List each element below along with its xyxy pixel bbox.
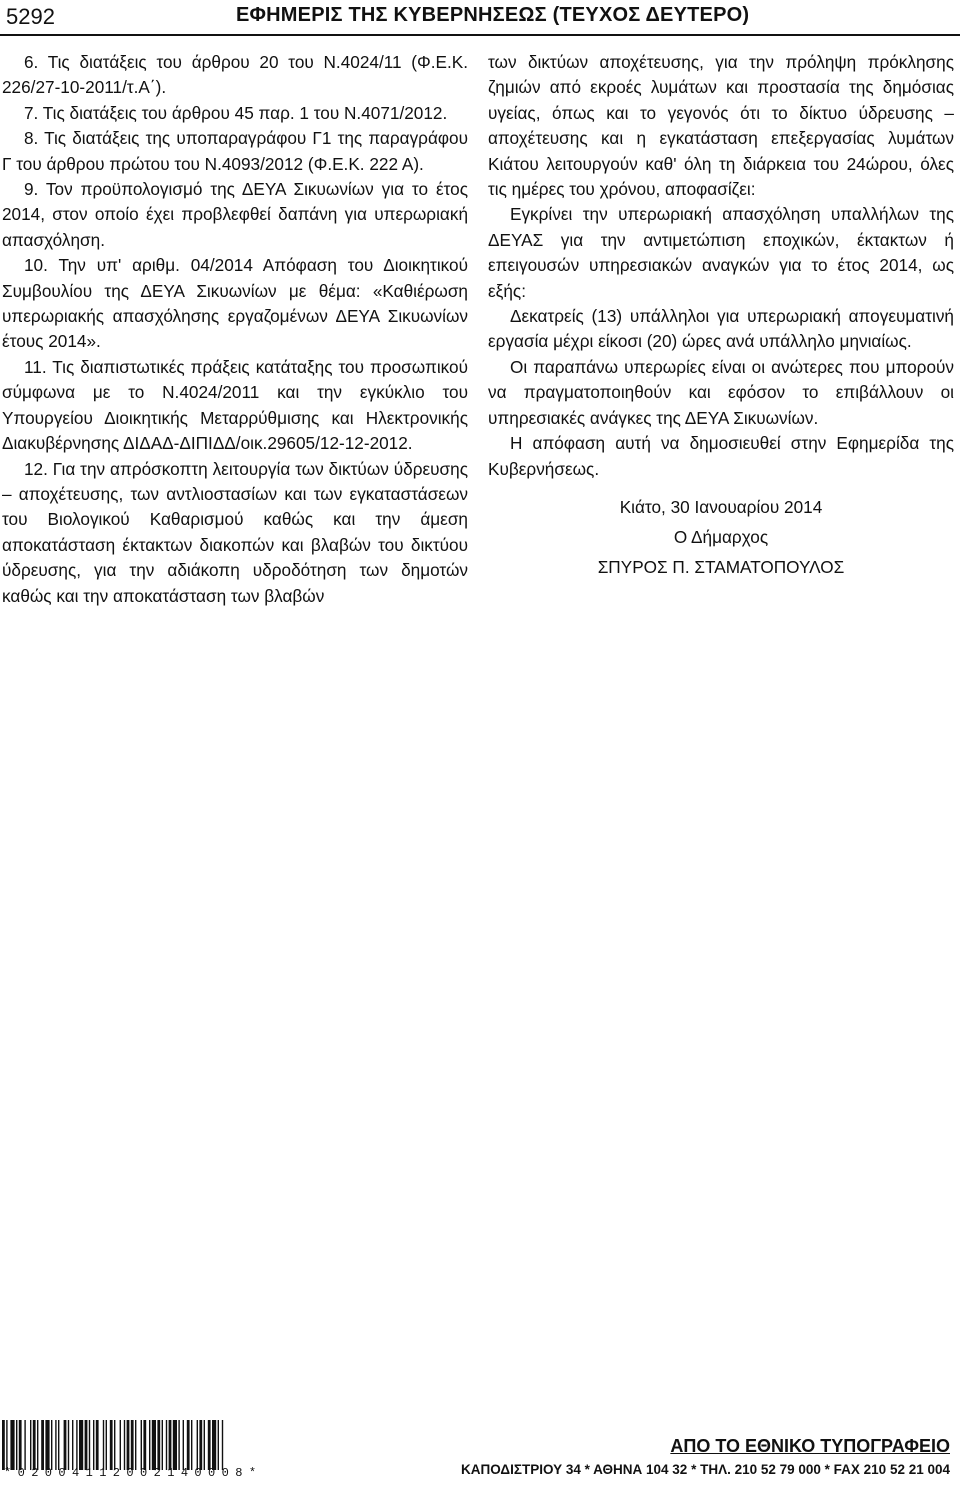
barcode-bar xyxy=(76,1420,77,1470)
barcode-bar xyxy=(204,1420,205,1470)
signatory-name: ΣΠΥΡΟΣ Π. ΣΤΑΜΑΤΟΠΟΥΛΟΣ xyxy=(597,556,845,577)
barcode-bar xyxy=(208,1420,211,1470)
barcode-bar xyxy=(106,1420,107,1470)
place-date: Κιάτο, 30 Ιανουαρίου 2014 xyxy=(619,496,823,517)
barcode-bar xyxy=(37,1420,38,1470)
barcode-bar xyxy=(149,1420,150,1470)
barcode-bar xyxy=(141,1420,142,1470)
barcode-bar xyxy=(131,1420,134,1470)
barcode-bar xyxy=(197,1420,198,1470)
barcode-bar xyxy=(218,1420,219,1470)
barcode-bar xyxy=(33,1420,36,1470)
signature-block xyxy=(488,492,954,582)
overtime-paragraph: Οι παραπάνω υπερωρίες είναι οι ανώτερες που μπορούν να πραγματοποιηθούν και εφόσον το επιβάλλουν οι υπηρεσιακές ανάγκες της ΔΕΥΑ Σικυωνίων. xyxy=(488,356,954,428)
barcode-bar xyxy=(157,1420,160,1470)
barcode-bar xyxy=(24,1420,25,1470)
clause-6: 6. Τις διατάξεις του άρθρου 20 του Ν.4024/11 (Φ.Ε.Κ. 226/27-10-2011/τ.Α΄). xyxy=(2,52,468,98)
barcode-bar xyxy=(96,1420,99,1470)
continuation-text: των δικτύων αποχέτευσης, για την πρόληψη πρόκλησης ζημιών από εκροές λυμάτων και προστασία της δημόσιας υγείας, όπως και το γεγονός ότι το δίκτυο ύδρευσης – αποχέτευσης και η εγκατάσταση επεξεργασίας λυμάτων Κιάτου λειτουργούν καθ' όλη τη διάρκεια του 24ώρου, όλες τις ημέρες του χρόνου, αποφασίζει: xyxy=(488,52,954,200)
barcode-bar xyxy=(222,1420,223,1470)
barcode-bar xyxy=(183,1420,184,1470)
signatory-role: Ο Δήμαρχος xyxy=(673,526,769,547)
barcode-bar xyxy=(30,1420,31,1470)
barcode-bar xyxy=(64,1420,67,1470)
barcode-bar xyxy=(178,1420,179,1470)
barcode-bar xyxy=(166,1420,167,1470)
printer-name: ΑΠΟ ΤΟ ΕΘΝΙΚΟ ΤΥΠΟΓΡΑΦΕΙΟ xyxy=(670,1436,950,1456)
barcode-bar xyxy=(89,1420,90,1470)
barcode-bar xyxy=(110,1420,113,1470)
barcode-bar xyxy=(68,1420,69,1470)
barcode-bar xyxy=(120,1420,121,1470)
clause-9: 9. Τον προϋπολογισμό της ΔΕΥΑ Σικυωνίων για το έτος 2014, στον οποίο έχει προβλεφθεί δαπάνη για υπερωριακή απασχόληση. xyxy=(2,179,468,250)
barcode-bar xyxy=(55,1420,56,1470)
journal-title: ΕΦΗΜΕΡΙΣ ΤΗΣ ΚΥΒΕΡΝΗΣΕΩΣ (ΤΕΥΧΟΣ ΔΕΥΤΕΡΟ) xyxy=(236,4,750,26)
barcode-bar xyxy=(79,1420,83,1470)
barcode-bar xyxy=(103,1420,104,1470)
printer-address: ΚΑΠΟΔΙΣΤΡΙΟΥ 34 * ΑΘΗΝΑ 104 32 * ΤΗΛ. 210 52 79 000 * FAX 210 52 21 004 xyxy=(461,1462,950,1477)
clause-12: 12. Για την απρόσκοπτη λειτουργία των δικτύων ύδρευσης – αποχέτευσης, των αντλιοστασίων και των εγκαταστάσεων του Βιολογικού Καθαρισμού καθώς και την άμεση αποκατάσταση έκτακτων διακοπών και βλαβών του δικτύου ύδρευσης, για την αδιάκοπη υδροδότηση των δημοτών καθώς και την αποκατάσταση των βλαβών xyxy=(2,458,468,606)
page-header xyxy=(0,0,960,36)
publication-paragraph: Η απόφαση αυτή να δημοσιευθεί στην Εφημερίδα της Κυβερνήσεως. xyxy=(488,433,954,479)
barcode-bar xyxy=(199,1420,202,1470)
clause-8: 8. Τις διατάξεις της υποπαραγράφου Γ1 της παραγράφου Γ του άρθρου πρώτου του Ν.4093/2012 (Φ.Ε.Κ. 222 Α). xyxy=(2,128,468,174)
barcode-bar xyxy=(135,1420,136,1470)
barcode-bar xyxy=(6,1420,7,1470)
barcode-bar xyxy=(41,1420,44,1470)
barcode-bar xyxy=(16,1420,17,1470)
barcode-bar xyxy=(114,1420,115,1470)
barcode-bar xyxy=(127,1420,130,1470)
right-column xyxy=(488,50,954,582)
page-number: 5292 xyxy=(6,4,55,29)
barcode-bar xyxy=(58,1420,59,1470)
decision-paragraph: Εγκρίνει την υπερωριακή απασχόληση υπαλλήλων της ΔΕΥΑΣ για την αντιμετώπιση εποχικών, έκτακτων ή επειγουσών υπηρεσιακών αναγκών για το έτος 2014, ως εξής: xyxy=(488,204,954,301)
barcode-bar xyxy=(51,1420,52,1470)
barcode-number: *02004112002140008* xyxy=(4,1466,263,1480)
clause-11: 11. Τις διαπιστωτικές πράξεις κατάταξης του προσωπικού σύμφωνα με το Ν.4024/2011 και την εγκύκλιο του Υπουργείου Διοικητικής Μεταρρύθμισης και Ηλεκτρονικής Διακυβέρνησης ΔΙΔΑΔ-ΔΙΠΙΔΔ/οικ.29605/12-12-2012. xyxy=(2,356,468,454)
barcode-bar xyxy=(162,1420,163,1470)
barcode-bar xyxy=(19,1420,22,1470)
barcode-bar xyxy=(169,1420,172,1470)
barcode-bar xyxy=(2,1420,5,1470)
clause-7: 7. Τις διατάξεις του άρθρου 45 παρ. 1 του Ν.4071/2012. xyxy=(24,102,448,123)
header-rule xyxy=(0,34,960,36)
barcode-bar xyxy=(143,1420,146,1470)
barcode-bar xyxy=(124,1420,125,1470)
barcode-bar xyxy=(187,1420,190,1470)
employees-paragraph: Δεκατρείς (13) υπάλληλοι για υπερωριακή απογευματινή εργασία μέχρι είκοσι (20) ώρες ανά υπάλληλο μηνιαίως. xyxy=(488,306,954,352)
barcode-bar xyxy=(85,1420,88,1470)
barcode-bar xyxy=(93,1420,94,1470)
clause-10: 10. Την υπ' αριθμ. 04/2014 Απόφαση του Διοικητικού Συμβουλίου της ΔΕΥΑ Σικυωνίων με θέμα: «Καθιέρωση υπερωριακής απασχόλησης εργαζομένων ΔΕΥΑ Σικυωνίων έτους 2014». xyxy=(2,255,468,352)
barcode-bar xyxy=(191,1420,192,1470)
barcode-bar xyxy=(10,1420,14,1470)
barcode-bar xyxy=(173,1420,177,1470)
barcode-bar xyxy=(45,1420,49,1470)
left-column xyxy=(2,50,468,609)
barcode-bar xyxy=(152,1420,156,1470)
barcode-bar xyxy=(212,1420,216,1470)
barcode-bar xyxy=(72,1420,73,1470)
barcode-image xyxy=(2,1420,302,1470)
